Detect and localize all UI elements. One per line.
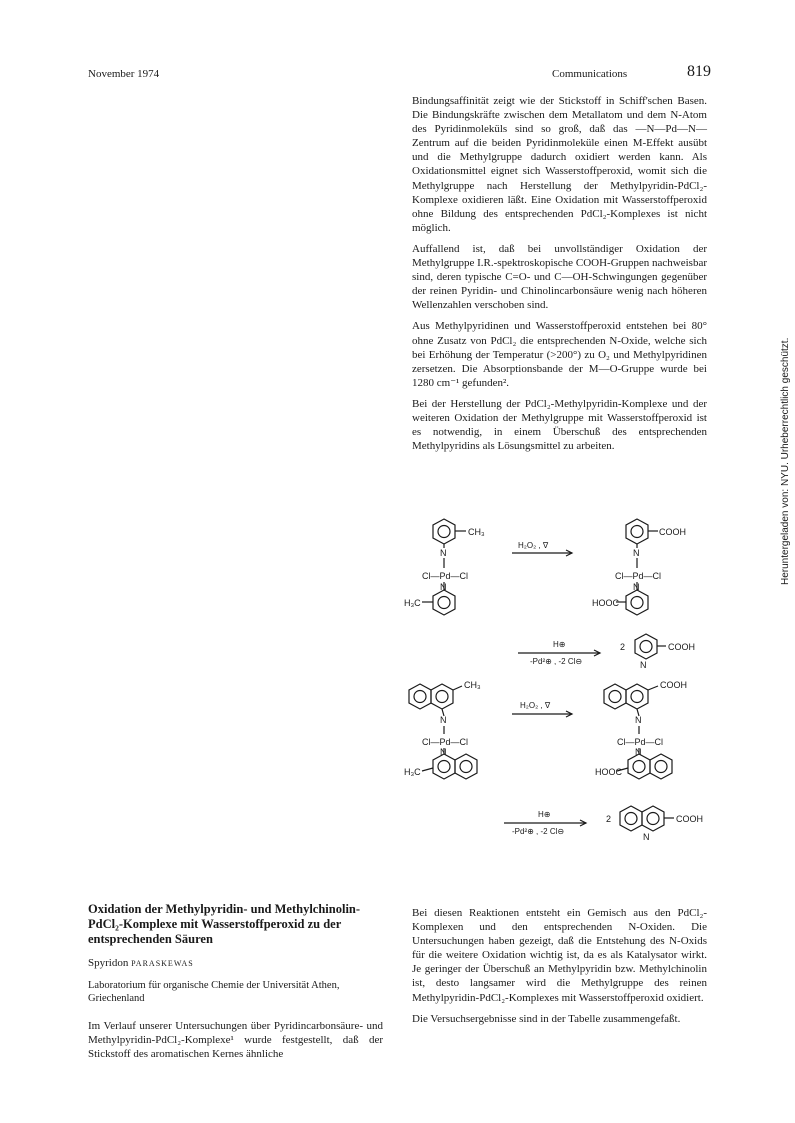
quinoline-top-right	[604, 684, 648, 709]
hooc-label: HOOC	[595, 767, 622, 777]
h3c-label: H₃C	[404, 767, 421, 777]
ch3-label: CH₃	[468, 527, 485, 537]
paragraph: Bindungsaffinität zeigt wie der Stickstoff in Schiff'schen Basen. Die Bindungskräfte zwischen dem Metallatom und dem N-Atom des Pyridinmoleküls sind so groß, daß das —N—Pd—N— Zentrum auf die beiden Pyridinmoleküle einen M-Effekt ausübt und die Methylgruppe dadurch oxidiert werden kann. Als Oxidationsmittel eignet sich Wasserstoffperoxid, womit sich die Methylgruppe nach Herstellung der Methylpyridin-PdCl₂-Komplexe oxidieren läßt. Eine Oxidation mit Wasserstoffperoxid ohne Bildung des entsprechenden PdCl₂-Komplexes ist nicht möglich.	[412, 95, 707, 234]
paragraph: Die Versuchsergebnisse sind in der Tabelle zusammengefaßt.	[412, 1012, 681, 1025]
paragraph: Aus Methylpyridinen und Wasserstoffperoxid entstehen bei 80° ohne Zusatz von PdCl₂ die entsprechenden N-Oxide, welche sich bei Erhöhung der Temperatur (>200°) zu O₂ und Methylpyridinen zersetzen. Die Absorptionsbande der M—O-Gruppe wurde bei 1280 cm⁻¹ gefunden².	[412, 320, 707, 389]
quinoline-top-left	[409, 684, 453, 709]
article-title: Oxidation der Methylpyridin- und Methylchinolin-PdCl₂-Komplexe mit Wasserstoffperoxid zu der entsprechenden Säuren	[88, 902, 361, 946]
author-first-name: Spyridon	[88, 957, 132, 969]
n-label: N	[633, 582, 640, 592]
pyridine-ring-product	[635, 634, 657, 659]
h3c-label: H₃C	[404, 598, 421, 608]
release-label: -Pd²⊕ , -2 Cl⊖	[530, 657, 583, 666]
n-label: N	[640, 660, 647, 670]
page-number: 819	[687, 63, 711, 80]
article-author	[88, 956, 383, 971]
n-label: N	[440, 715, 447, 725]
affiliation: Laboratorium für organische Chemie der Universität Athen, Griechenland	[88, 980, 340, 1005]
right-column-bottom	[412, 906, 707, 1033]
header-date: November 1974	[88, 68, 160, 80]
n-label: N	[440, 548, 447, 558]
reagent-label: H₂O₂ , ∇	[518, 541, 549, 550]
article-block	[88, 902, 383, 1068]
paragraph: Auffallend ist, daß bei unvollständiger Oxidation der Methylgruppe I.R.-spektroskopische COOH-Gruppen nachweisbar sind, deren typische C=O- und C—OH-Schwingungen gegenüber der reinen Pyridin- und Chinolincarbonsäure wenig nach höheren Wellenzahlen verschoben sind.	[412, 242, 707, 312]
clpdcl-label: Cl—Pd—Cl	[617, 737, 664, 747]
clpdcl-label: Cl—Pd—Cl	[615, 571, 662, 581]
reagent-label: H₂O₂ , ∇	[520, 701, 551, 710]
cooh-label: COOH	[676, 814, 703, 824]
n-label: N	[440, 582, 447, 592]
clpdcl-label: Cl—Pd—Cl	[422, 571, 469, 581]
pyridine-ring-bottom-left	[433, 590, 455, 615]
paragraph: Bei der Herstellung der PdCl₂-Methylpyridin-Komplexe und der weiteren Oxidation der Methylgruppe mit Wasserstoffperoxid ist es notwendig, in einem Überschuß des entsprechenden Methylpyridins als Lösungsmittel zu arbeiten.	[412, 397, 707, 453]
quinoline-bottom-right	[628, 754, 672, 779]
hooc-label: HOOC	[592, 598, 619, 608]
n-label: N	[635, 747, 642, 757]
coefficient-label: 2	[606, 814, 612, 824]
cooh-label: COOH	[668, 642, 695, 652]
pyridine-ring-bottom-right	[626, 590, 648, 615]
pyridine-ring-top-right	[626, 519, 648, 544]
paragraph: Im Verlauf unserer Untersuchungen über Pyridincarbonsäure- und Methylpyridin-PdCl₂-Komplexe¹ wurde festgestellt, daß der Stickstoff des aromatischen Kernes ähnliche	[88, 1020, 383, 1061]
reaction-scheme	[400, 490, 720, 845]
clpdcl-label: Cl—Pd—Cl	[422, 737, 469, 747]
paragraph: Bei diesen Reaktionen entsteht ein Gemisch aus den PdCl₂-Komplexen und den entsprechenden N-Oxiden. Die Untersuchungen haben gezeigt, daß die Entstehung des N-Oxids für die weitere Oxidation wichtig ist, da es als Katalysator wirkt. Je geringer der Überschuß an Methylpyridin bzw. Methylchinolin ist, desto langsamer wird die Methylgruppe des reinen Methylpyridin-PdCl₂-Komplexes mit Wasserstoffperoxid oxidiert.	[412, 907, 707, 1004]
n-label: N	[643, 832, 650, 842]
header-section: Communications	[552, 68, 628, 80]
n-label: N	[440, 747, 447, 757]
download-notice: Heruntergeladen von: NYU. Urheberrechtlich geschützt.	[780, 337, 791, 585]
right-column-top	[412, 94, 707, 460]
n-label: N	[633, 548, 640, 558]
n-label: N	[635, 715, 642, 725]
cooh-label: COOH	[660, 680, 687, 690]
coefficient-label: 2	[620, 642, 626, 652]
quinoline-bottom-left	[433, 754, 477, 779]
release-label: -Pd²⊕ , -2 Cl⊖	[512, 827, 565, 836]
pyridine-ring-top-left	[433, 519, 455, 544]
hplus-label: H⊕	[538, 810, 551, 819]
cooh-label: COOH	[659, 527, 686, 537]
hplus-label: H⊕	[553, 640, 566, 649]
author-last-name: PARASKEWAS	[131, 959, 194, 968]
quinoline-product	[620, 806, 664, 831]
ch3-label: CH₃	[464, 680, 481, 690]
